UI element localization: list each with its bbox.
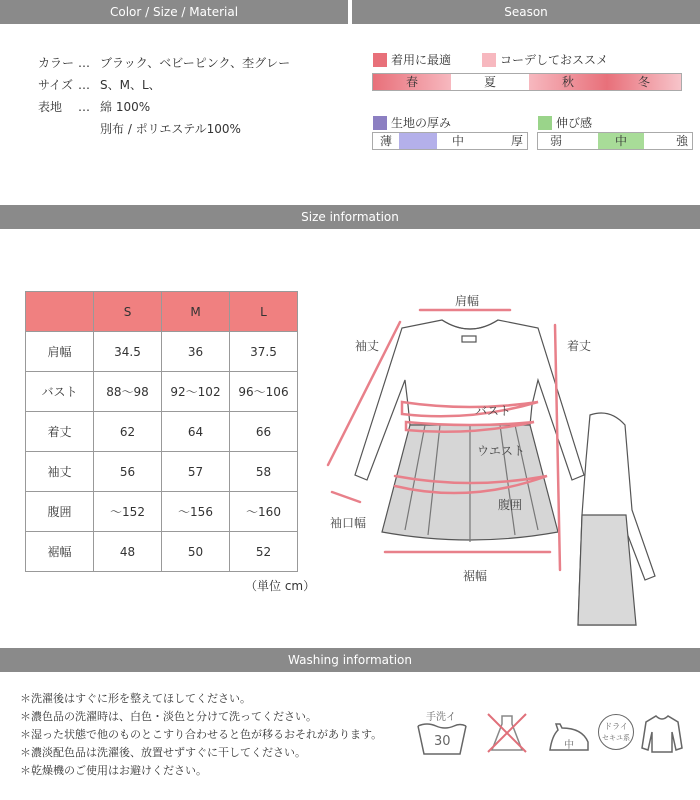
- stretch-mid: 中: [598, 133, 644, 149]
- table-header-cell: L: [230, 292, 298, 332]
- thickness-thin: 薄: [379, 134, 392, 148]
- legend-coord-label: コーデしておススメ: [500, 53, 609, 67]
- table-cell: 〜152: [94, 492, 162, 532]
- label-sleeve: 袖丈: [355, 339, 380, 353]
- material-value: 綿 100%: [100, 100, 151, 114]
- size-table: [25, 291, 298, 572]
- color-value: ブラック、ベビーピンク、杢グレー: [100, 56, 291, 70]
- season-spring: 春: [373, 74, 451, 90]
- label-length: 着丈: [567, 339, 592, 353]
- dry-clean-text-1: ドライ: [604, 722, 628, 731]
- row-label: 袖丈: [26, 452, 94, 492]
- material-header: Color / Size / Material: [0, 0, 348, 24]
- length-mark: [555, 325, 560, 570]
- table-cell: 37.5: [230, 332, 298, 372]
- table-cell: 62: [94, 412, 162, 452]
- table-cell: 88〜98: [94, 372, 162, 412]
- size-value: S、M、L、: [100, 78, 161, 92]
- label-shoulder: 肩幅: [455, 294, 480, 308]
- table-row: [26, 332, 298, 372]
- row-label: 肩幅: [26, 332, 94, 372]
- table-header-cell: S: [94, 292, 162, 332]
- row-label: バスト: [26, 372, 94, 412]
- sub-material-value: 別布 / ポリエステル100%: [100, 122, 241, 136]
- legend-thickness: [373, 114, 451, 131]
- legend-coord-swatch: [482, 53, 496, 67]
- table-cell: 57: [162, 452, 230, 492]
- table-cell: 96〜106: [230, 372, 298, 412]
- table-row: [26, 372, 298, 412]
- stretch-strong: 強: [675, 134, 688, 148]
- row-label: 着丈: [26, 412, 94, 452]
- season-summer: 夏: [483, 75, 496, 89]
- table-row: [26, 492, 298, 532]
- legend-coord: [482, 51, 608, 68]
- washing-header: Washing information: [0, 648, 700, 672]
- size-label: サイズ: [38, 78, 74, 92]
- dry-clean-text-2: セキユ系: [602, 734, 630, 742]
- thickness-swatch: [373, 116, 387, 130]
- dots: …: [78, 56, 90, 70]
- row-label: 腹囲: [26, 492, 94, 532]
- label-belly: 腹囲: [498, 498, 523, 512]
- table-row: [26, 452, 298, 492]
- table-cell: 56: [94, 452, 162, 492]
- season-autumn: 秋: [529, 74, 607, 90]
- table-cell: 36: [162, 332, 230, 372]
- hand-wash-text: 手洗イ: [426, 712, 456, 723]
- wash-note: ＊乾燥機のご使用はお避けください。: [20, 764, 207, 777]
- season-header: Season: [352, 0, 700, 24]
- stretch-swatch: [538, 116, 552, 130]
- table-cell: 〜156: [162, 492, 230, 532]
- label-hem: 裾幅: [463, 569, 488, 583]
- table-row: [26, 412, 298, 452]
- washing-notes: [20, 690, 382, 780]
- dots: …: [78, 78, 90, 92]
- table-cell: 48: [94, 532, 162, 572]
- legend-best-swatch: [373, 53, 387, 67]
- label-waist: ウエスト: [477, 444, 526, 458]
- wash-note: ＊濃淡配色品は洗濯後、放置せずすぐに干してください。: [20, 746, 306, 759]
- wash-note: ＊湿った状態で他のものとこすり合わせると色が移るおそれがあります。: [20, 728, 383, 741]
- material-label: 表地: [38, 100, 63, 114]
- no-bleach-icon: [484, 710, 530, 756]
- dry-clean-icon: [598, 714, 634, 750]
- table-cell: 52: [230, 532, 298, 572]
- label-cuff: 袖口幅: [330, 516, 367, 530]
- wash-temp-text: 30: [434, 734, 451, 749]
- table-cell: 50: [162, 532, 230, 572]
- table-cell: 〜160: [230, 492, 298, 532]
- table-cell: 64: [162, 412, 230, 452]
- iron-icon: [546, 720, 592, 754]
- material-spec: [38, 52, 290, 140]
- table-cell: 66: [230, 412, 298, 452]
- hand-wash-icon: [412, 708, 472, 758]
- legend-stretch: [538, 114, 592, 131]
- table-row: [26, 532, 298, 572]
- wash-note: ＊濃色品の洗濯時は、白色・淡色と分けて洗ってください。: [20, 710, 317, 723]
- stretch-label: 伸び感: [556, 116, 593, 130]
- color-label: カラー: [38, 56, 75, 70]
- season-winter: 冬: [607, 74, 681, 90]
- row-label: 裾幅: [26, 532, 94, 572]
- legend-best-label: 着用に最適: [391, 53, 452, 67]
- flat-dry-icon: [640, 712, 684, 756]
- stretch-scale: [537, 132, 693, 150]
- table-header-row: [26, 292, 298, 332]
- thickness-mid: 中: [451, 134, 464, 148]
- table-header-cell: [26, 292, 94, 332]
- thickness-thick: 厚: [510, 134, 523, 148]
- cuff-mark: [332, 492, 360, 502]
- dots: …: [78, 100, 90, 114]
- legend-best: [373, 51, 451, 68]
- season-scale: [372, 73, 682, 91]
- unit-label: （単位 cm）: [245, 579, 316, 593]
- stretch-weak: 弱: [549, 134, 562, 148]
- iron-text: 中: [564, 740, 574, 751]
- garment-diagram: [310, 280, 700, 640]
- table-cell: 58: [230, 452, 298, 492]
- wash-note: ＊洗濯後はすぐに形を整えてほしてください。: [20, 692, 251, 705]
- table-cell: 92〜102: [162, 372, 230, 412]
- label-bust: バスト: [475, 404, 512, 418]
- thickness-label: 生地の厚み: [391, 116, 452, 130]
- table-cell: 34.5: [94, 332, 162, 372]
- table-header-cell: M: [162, 292, 230, 332]
- thickness-scale: [372, 132, 528, 150]
- back-view-garment: [578, 413, 655, 625]
- size-header: Size information: [0, 205, 700, 229]
